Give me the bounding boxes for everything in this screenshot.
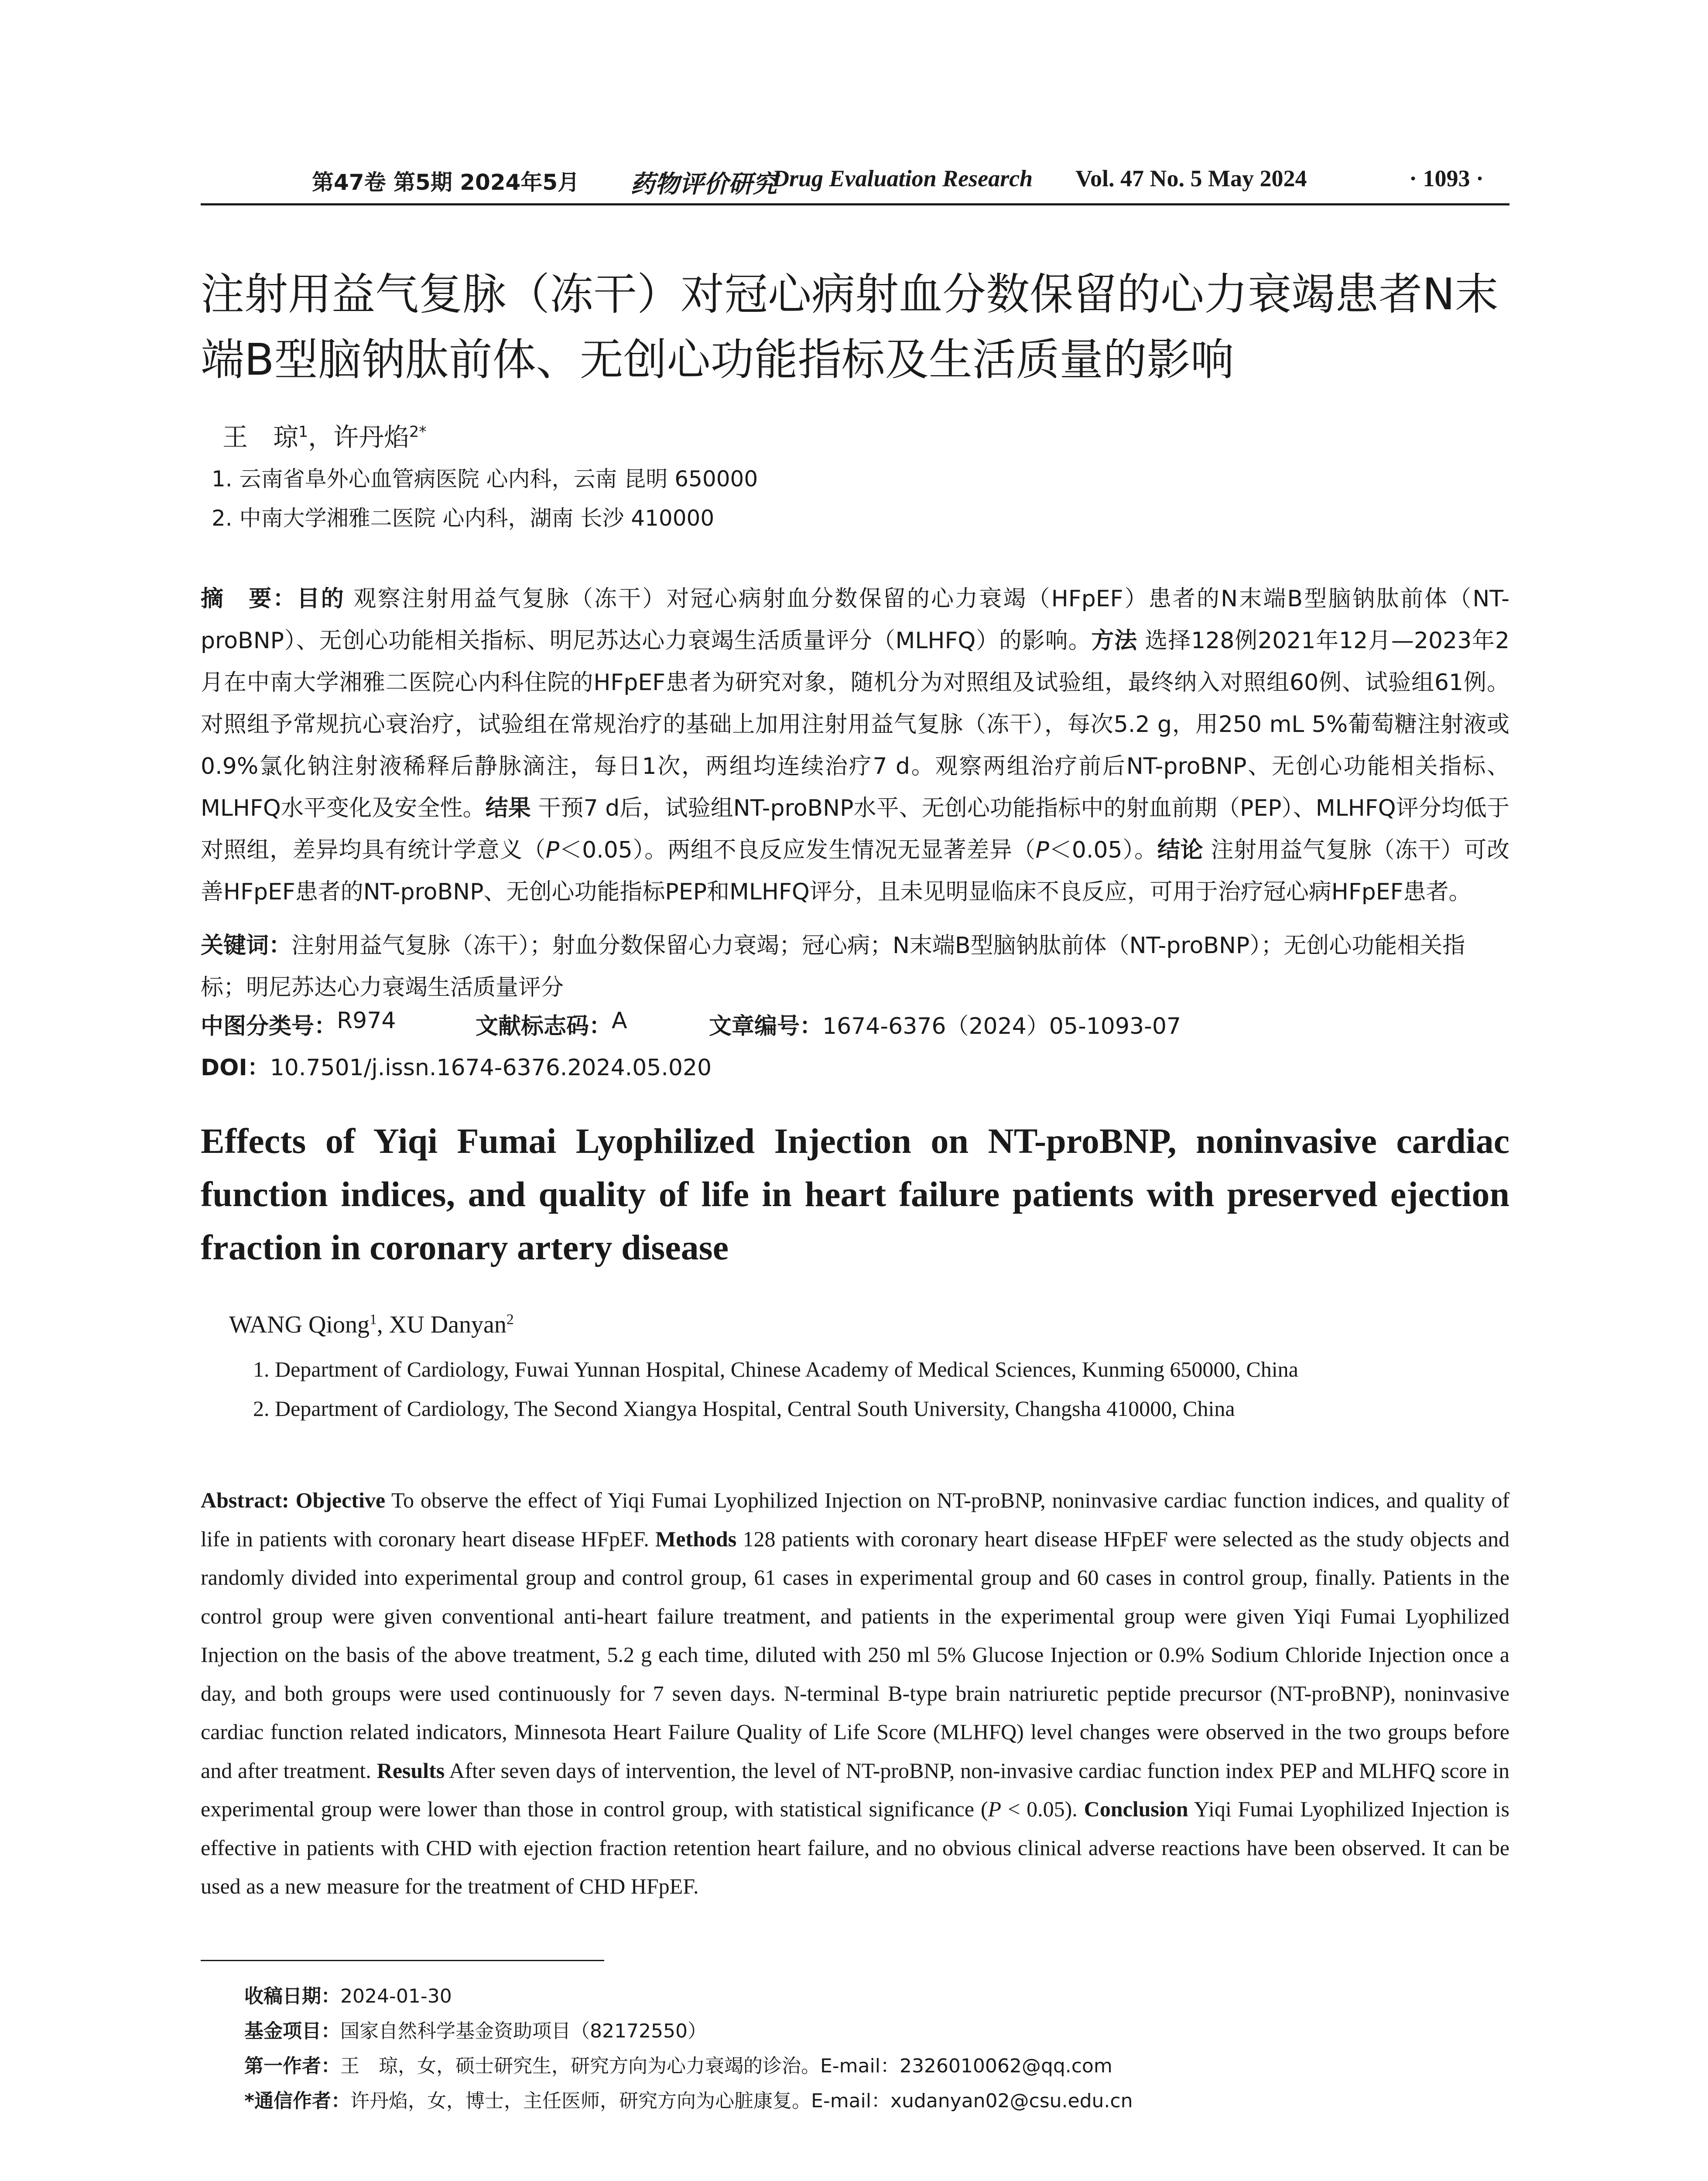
corresponding-value: 许丹焰，女，博士，主任医师，研究方向为心脏康复。E-mail：xudanyan02@csu.edu.cn	[350, 2090, 1133, 2112]
author-en-2-sup: 2	[506, 1311, 514, 1328]
cn-results-text-3: ＜0.05）。	[1049, 837, 1157, 863]
chinese-keywords	[201, 925, 1509, 1008]
english-affiliation-2: 2. Department of Cardiology, The Second Xiangya Hospital, Central South University, Changsha 410000, China	[253, 1396, 1235, 1421]
chinese-abstract	[201, 578, 1509, 913]
article-number-label: 文章编号：	[709, 1013, 823, 1039]
header-journal-en: Drug Evaluation Research	[772, 165, 1033, 191]
chinese-title: 注射用益气复脉（冻干）对冠心病射血分数保留的心力衰竭患者N末端B型脑钠肽前体、无创心功能指标及生活质量的影响	[201, 269, 1499, 385]
footnote-first-author	[244, 2050, 1112, 2078]
cn-conclusion-label: 结论	[1157, 837, 1204, 863]
footnote-corresponding-author	[244, 2085, 1133, 2113]
english-authors	[229, 1311, 514, 1339]
en-conclusion-label: Conclusion	[1084, 1797, 1188, 1821]
footnote-received	[244, 1980, 452, 2008]
author-cn-2: ，许丹焰	[308, 422, 410, 452]
fund-label: 基金项目：	[244, 2020, 340, 2042]
clc-value: R974	[337, 1008, 396, 1034]
en-conclusion-text: Yiqi Fumai Lyophilized Injection is effective in patients with CHD with ejection fraction retention heart failure, and no obvious clinical adverse reactions have been observed. It can be used as a new measure for the treatment of CHD HFpEF.	[201, 1797, 1510, 1898]
received-value: 2024-01-30	[340, 1985, 452, 2007]
author-cn-2-sup: 2*	[409, 423, 427, 441]
english-affiliation-1: 1. Department of Cardiology, Fuwai Yunnan Hospital, Chinese Academy of Medical Sciences, Kunming 650000, China	[253, 1357, 1298, 1381]
chinese-affiliation-2: 2. 中南大学湘雅二医院 心内科，湖南 长沙 410000	[212, 506, 715, 531]
author-en-1-sup: 1	[369, 1311, 377, 1328]
clc	[201, 1008, 396, 1040]
article-number	[709, 1008, 1181, 1040]
keywords-text: 注射用益气复脉（冻干）；射血分数保留心力衰竭；冠心病；N末端B型脑钠肽前体（NT-proBNP）；无创心功能相关指标；明尼苏达心力衰竭生活质量评分	[201, 933, 1465, 1001]
cn-results-p-2: P	[1035, 837, 1049, 863]
footnote-rule	[201, 1960, 604, 1961]
cn-objective-label: 目的	[297, 586, 345, 612]
cn-results-label: 结果	[485, 795, 531, 821]
corresponding-label: *通信作者：	[244, 2090, 351, 2112]
en-results-text-1: After seven days of intervention, the level of NT-proBNP, non-invasive cardiac function index PEP and MLHFQ score in experimental group were lower than those in control group, with statistical significance (	[201, 1758, 1509, 1821]
cn-abstract-label: 摘 要：	[201, 586, 297, 612]
header-page-number: · 1093 ·	[1409, 165, 1484, 191]
header-journal-cn: 药物评价研究	[630, 170, 777, 198]
document-code	[476, 1008, 627, 1040]
en-results-p: P	[988, 1797, 1002, 1821]
header-cn-issue: 第47卷 第5期 2024年5月	[312, 170, 580, 195]
keywords-label: 关键词：	[201, 933, 292, 959]
classification-line	[201, 1008, 1509, 1049]
author-en-2: , XU Danyan	[377, 1311, 507, 1338]
clc-label: 中图分类号：	[201, 1013, 337, 1039]
cn-results-text-1: 干预7 d后，试验组NT-proBNP水平、无创心功能指标中的射血前期（PEP）、MLHFQ评分均低于对照组，差异均具有统计学意义（	[201, 795, 1509, 863]
doi-label: DOI：	[201, 1055, 270, 1081]
author-en-1: WANG Qiong	[229, 1311, 370, 1338]
document-code-label: 文献标志码：	[476, 1013, 612, 1039]
document-code-value: A	[612, 1008, 627, 1034]
author-cn-1-sup: 1	[298, 423, 308, 441]
chinese-affiliation-1: 1. 云南省阜外心血管病医院 心内科，云南 昆明 650000	[212, 466, 758, 492]
fund-value: 国家自然科学基金资助项目（82172550）	[340, 2020, 707, 2042]
en-results-text-2: < 0.05).	[1001, 1797, 1084, 1821]
article-number-value: 1674-6376（2024）05-1093-07	[822, 1013, 1181, 1039]
author-cn-1: 王 琼	[222, 422, 299, 452]
first-author-label: 第一作者：	[244, 2055, 340, 2077]
chinese-authors	[222, 417, 427, 453]
english-abstract	[201, 1481, 1509, 1906]
cn-methods-label: 方法	[1091, 628, 1138, 654]
en-methods-label: Methods	[655, 1526, 737, 1551]
doi-value: 10.7501/j.issn.1674-6376.2024.05.020	[270, 1055, 712, 1081]
en-objective-label: Objective	[295, 1488, 386, 1512]
received-label: 收稿日期：	[244, 1985, 340, 2007]
first-author-value: 王 琼，女，硕士研究生，研究方向为心力衰竭的诊治。E-mail：2326010062@qq.com	[340, 2055, 1112, 2077]
en-results-label: Results	[377, 1758, 445, 1783]
en-methods-text: 128 patients with coronary heart disease HFpEF were selected as the study objects and randomly divided into experimental group and control group, 61 cases in experimental group and 60 cases in control group, finally. Patients in the control group were given conventional anti-heart failure treatment, and patients in the experimental group were given Yiqi Fumai Lyophilized Injection on the basis of the above treatment, 5.2 g each time, diluted with 250 ml 5% Glucose Injection or 0.9% Sodium Chloride Injection once a day, and both groups were used continuously for 7 seven days. N-terminal B-type brain natriuretic peptide precursor (NT-proBNP), noninvasive cardiac function related indicators, Minnesota Heart Failure Quality of Life Score (MLHFQ) level changes were observed in the two groups before and after treatment.	[201, 1526, 1510, 1783]
doi-line	[201, 1049, 712, 1082]
cn-conclusion-text: 注射用益气复脉（冻干）可改善HFpEF患者的NT-proBNP、无创心功能指标PEP和MLHFQ评分，且未见明显临床不良反应，可用于治疗冠心病HFpEF患者。	[201, 837, 1509, 905]
en-abstract-label: Abstract:	[201, 1488, 289, 1512]
en-objective-text: To observe the effect of Yiqi Fumai Lyophilized Injection on NT-proBNP, noninvasive cardiac function indices, and quality of life in patients with coronary heart disease HFpEF.	[201, 1488, 1509, 1551]
cn-methods-text: 选择128例2021年12月—2023年2月在中南大学湘雅二医院心内科住院的HFpEF患者为研究对象，随机分为对照组及试验组，最终纳入对照组60例、试验组61例。对照组予常规抗心衰治疗，试验组在常规治疗的基础上加用注射用益气复脉（冻干），每次5.2 g，用250 mL 5%葡萄糖注射液或0.9%氯化钠注射液稀释后静脉滴注，每日1次，两组均连续治疗7 d。观察两组治疗前后NT-proBNP、无创心功能相关指标、MLHFQ水平变化及安全性。	[201, 628, 1509, 821]
footnote-fund	[244, 2015, 707, 2043]
english-title: Effects of Yiqi Fumai Lyophilized Injection on NT-proBNP, noninvasive cardiac function indices, and quality of life in heart failure patients with preserved ejection fraction in coronary artery disease	[201, 1121, 1509, 1267]
running-header	[201, 165, 1509, 204]
header-rule	[201, 203, 1509, 205]
cn-results-text-2: ＜0.05）。两组不良反应发生情况无显著差异（	[559, 837, 1036, 863]
cn-results-p-1: P	[545, 837, 560, 863]
cn-objective-text: 观察注射用益气复脉（冻干）对冠心病射血分数保留的心力衰竭（HFpEF）患者的N末端B型脑钠肽前体（NT-proBNP）、无创心功能相关指标、明尼苏达心力衰竭生活质量评分（MLHFQ）的影响。	[201, 586, 1509, 654]
header-en-issue: Vol. 47 No. 5 May 2024	[1075, 165, 1307, 191]
